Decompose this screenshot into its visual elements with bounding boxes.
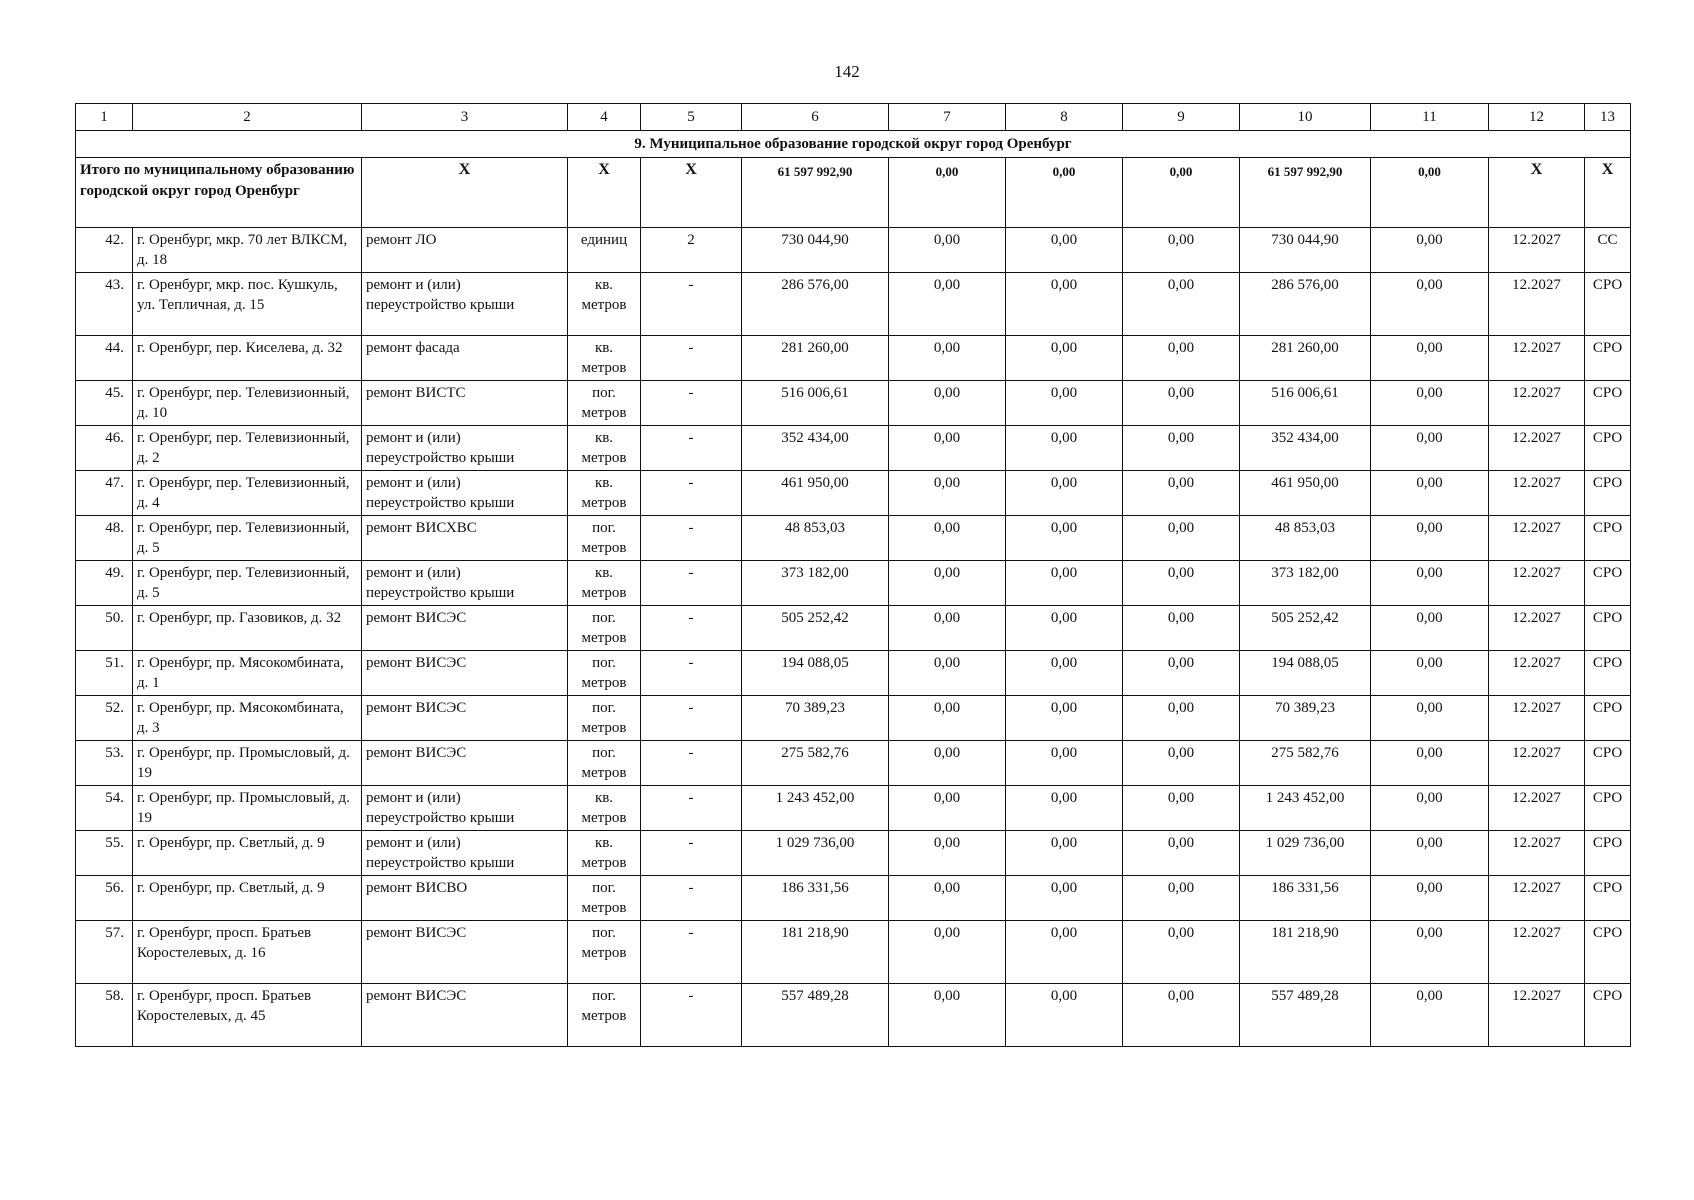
cost-total-cell: 461 950,00	[742, 471, 889, 516]
method-cell: СРО	[1585, 426, 1631, 471]
row-number: 53.	[76, 741, 133, 786]
cost-total-cell: 48 853,03	[742, 516, 889, 561]
table-row	[76, 696, 1631, 741]
cost-cell-11: 0,00	[1371, 381, 1489, 426]
column-number-4: 4	[568, 104, 641, 131]
cost-cell-9: 0,00	[1123, 696, 1240, 741]
cost-cell-10: 181 218,90	[1240, 921, 1371, 984]
cost-total-cell: 373 182,00	[742, 561, 889, 606]
total-row	[76, 158, 1631, 228]
cost-cell-7: 0,00	[889, 831, 1006, 876]
cost-cell-9: 0,00	[1123, 831, 1240, 876]
cost-total-cell: 1 029 736,00	[742, 831, 889, 876]
cost-cell-11: 0,00	[1371, 561, 1489, 606]
cost-cell-11: 0,00	[1371, 336, 1489, 381]
total-label: Итого по муниципальному образованию городской округ город Оренбург	[76, 158, 362, 228]
address-cell: г. Оренбург, просп. Братьев Коростелевых, д. 45	[133, 984, 362, 1047]
cost-total-cell: 286 576,00	[742, 273, 889, 336]
total-cell-10: 61 597 992,90	[1240, 158, 1371, 228]
table-row	[76, 921, 1631, 984]
work-type-cell: ремонт и (или) переустройство крыши	[362, 561, 568, 606]
method-cell: СРО	[1585, 741, 1631, 786]
address-cell: г. Оренбург, пер. Телевизионный, д. 5	[133, 561, 362, 606]
cost-cell-7: 0,00	[889, 561, 1006, 606]
row-number: 42.	[76, 228, 133, 273]
cost-cell-7: 0,00	[889, 921, 1006, 984]
row-number: 54.	[76, 786, 133, 831]
unit-cell: пог. метров	[568, 516, 641, 561]
cost-cell-8: 0,00	[1006, 696, 1123, 741]
work-type-cell: ремонт фасада	[362, 336, 568, 381]
table-row	[76, 606, 1631, 651]
cost-cell-9: 0,00	[1123, 561, 1240, 606]
deadline-cell: 12.2027	[1489, 876, 1585, 921]
quantity-cell: -	[641, 921, 742, 984]
unit-cell: пог. метров	[568, 876, 641, 921]
cost-cell-7: 0,00	[889, 228, 1006, 273]
row-number: 51.	[76, 651, 133, 696]
column-number-5: 5	[641, 104, 742, 131]
column-number-10: 10	[1240, 104, 1371, 131]
quantity-cell: -	[641, 273, 742, 336]
address-cell: г. Оренбург, пер. Телевизионный, д. 2	[133, 426, 362, 471]
work-type-cell: ремонт ВИСХВС	[362, 516, 568, 561]
quantity-cell: -	[641, 984, 742, 1047]
cost-cell-7: 0,00	[889, 426, 1006, 471]
row-number: 52.	[76, 696, 133, 741]
method-cell: СРО	[1585, 336, 1631, 381]
cost-cell-8: 0,00	[1006, 786, 1123, 831]
cost-cell-9: 0,00	[1123, 426, 1240, 471]
cost-cell-9: 0,00	[1123, 876, 1240, 921]
cost-cell-10: 1 243 452,00	[1240, 786, 1371, 831]
method-cell: СРО	[1585, 273, 1631, 336]
column-number-7: 7	[889, 104, 1006, 131]
deadline-cell: 12.2027	[1489, 228, 1585, 273]
cost-cell-7: 0,00	[889, 651, 1006, 696]
cost-cell-9: 0,00	[1123, 336, 1240, 381]
address-cell: г. Оренбург, просп. Братьев Коростелевых, д. 16	[133, 921, 362, 984]
cost-cell-9: 0,00	[1123, 984, 1240, 1047]
unit-cell: кв. метров	[568, 426, 641, 471]
deadline-cell: 12.2027	[1489, 561, 1585, 606]
total-cell-8: 0,00	[1006, 158, 1123, 228]
quantity-cell: -	[641, 426, 742, 471]
column-number-1: 1	[76, 104, 133, 131]
cost-total-cell: 352 434,00	[742, 426, 889, 471]
cost-cell-8: 0,00	[1006, 336, 1123, 381]
row-number: 50.	[76, 606, 133, 651]
page-number: 142	[834, 62, 860, 81]
deadline-cell: 12.2027	[1489, 786, 1585, 831]
row-number: 58.	[76, 984, 133, 1047]
deadline-cell: 12.2027	[1489, 516, 1585, 561]
deadline-cell: 12.2027	[1489, 696, 1585, 741]
cost-total-cell: 281 260,00	[742, 336, 889, 381]
row-number: 49.	[76, 561, 133, 606]
cost-cell-7: 0,00	[889, 516, 1006, 561]
cost-cell-10: 70 389,23	[1240, 696, 1371, 741]
cost-cell-8: 0,00	[1006, 471, 1123, 516]
cost-cell-11: 0,00	[1371, 471, 1489, 516]
work-type-cell: ремонт ВИСЭС	[362, 651, 568, 696]
unit-cell: единиц	[568, 228, 641, 273]
method-cell: СРО	[1585, 696, 1631, 741]
cost-cell-10: 275 582,76	[1240, 741, 1371, 786]
deadline-cell: 12.2027	[1489, 741, 1585, 786]
cost-cell-11: 0,00	[1371, 786, 1489, 831]
table-row	[76, 786, 1631, 831]
address-cell: г. Оренбург, пер. Киселева, д. 32	[133, 336, 362, 381]
unit-cell: кв. метров	[568, 831, 641, 876]
unit-cell: кв. метров	[568, 471, 641, 516]
cost-total-cell: 1 243 452,00	[742, 786, 889, 831]
work-type-cell: ремонт и (или) переустройство крыши	[362, 273, 568, 336]
work-type-cell: ремонт ВИСЭС	[362, 921, 568, 984]
cost-cell-9: 0,00	[1123, 606, 1240, 651]
cost-cell-8: 0,00	[1006, 984, 1123, 1047]
cost-cell-9: 0,00	[1123, 273, 1240, 336]
cost-cell-11: 0,00	[1371, 696, 1489, 741]
cost-cell-11: 0,00	[1371, 831, 1489, 876]
total-cell-13: X	[1585, 158, 1631, 228]
cost-cell-11: 0,00	[1371, 606, 1489, 651]
cost-cell-10: 557 489,28	[1240, 984, 1371, 1047]
cost-cell-11: 0,00	[1371, 921, 1489, 984]
work-type-cell: ремонт ВИСЭС	[362, 984, 568, 1047]
cost-total-cell: 516 006,61	[742, 381, 889, 426]
table-row	[76, 381, 1631, 426]
total-cell-3: X	[362, 158, 568, 228]
cost-cell-11: 0,00	[1371, 741, 1489, 786]
method-cell: СРО	[1585, 786, 1631, 831]
cost-cell-8: 0,00	[1006, 741, 1123, 786]
table-row	[76, 876, 1631, 921]
unit-cell: кв. метров	[568, 273, 641, 336]
row-number: 46.	[76, 426, 133, 471]
deadline-cell: 12.2027	[1489, 471, 1585, 516]
row-number: 45.	[76, 381, 133, 426]
cost-cell-9: 0,00	[1123, 516, 1240, 561]
work-type-cell: ремонт ВИСВО	[362, 876, 568, 921]
cost-cell-7: 0,00	[889, 876, 1006, 921]
quantity-cell: 2	[641, 228, 742, 273]
unit-cell: кв. метров	[568, 561, 641, 606]
cost-cell-10: 281 260,00	[1240, 336, 1371, 381]
cost-total-cell: 275 582,76	[742, 741, 889, 786]
cost-total-cell: 181 218,90	[742, 921, 889, 984]
quantity-cell: -	[641, 831, 742, 876]
cost-cell-8: 0,00	[1006, 561, 1123, 606]
cost-cell-10: 48 853,03	[1240, 516, 1371, 561]
section-row	[76, 131, 1631, 158]
cost-cell-8: 0,00	[1006, 606, 1123, 651]
column-number-11: 11	[1371, 104, 1489, 131]
quantity-cell: -	[641, 876, 742, 921]
cost-cell-8: 0,00	[1006, 831, 1123, 876]
work-type-cell: ремонт ВИСЭС	[362, 741, 568, 786]
cost-cell-7: 0,00	[889, 696, 1006, 741]
cost-cell-10: 373 182,00	[1240, 561, 1371, 606]
work-type-cell: ремонт ВИСЭС	[362, 606, 568, 651]
quantity-cell: -	[641, 606, 742, 651]
cost-cell-11: 0,00	[1371, 228, 1489, 273]
cost-cell-7: 0,00	[889, 471, 1006, 516]
cost-total-cell: 194 088,05	[742, 651, 889, 696]
cost-cell-8: 0,00	[1006, 426, 1123, 471]
table-row	[76, 561, 1631, 606]
quantity-cell: -	[641, 786, 742, 831]
table-row	[76, 336, 1631, 381]
quantity-cell: -	[641, 381, 742, 426]
cost-cell-9: 0,00	[1123, 921, 1240, 984]
quantity-cell: -	[641, 471, 742, 516]
method-cell: СРО	[1585, 921, 1631, 984]
column-number-12: 12	[1489, 104, 1585, 131]
row-number: 57.	[76, 921, 133, 984]
address-cell: г. Оренбург, пр. Светлый, д. 9	[133, 831, 362, 876]
column-number-13: 13	[1585, 104, 1631, 131]
row-number: 47.	[76, 471, 133, 516]
row-number: 55.	[76, 831, 133, 876]
address-cell: г. Оренбург, пр. Мясокомбината, д. 1	[133, 651, 362, 696]
column-number-3: 3	[362, 104, 568, 131]
address-cell: г. Оренбург, пр. Газовиков, д. 32	[133, 606, 362, 651]
cost-total-cell: 557 489,28	[742, 984, 889, 1047]
deadline-cell: 12.2027	[1489, 426, 1585, 471]
cost-total-cell: 730 044,90	[742, 228, 889, 273]
work-type-cell: ремонт и (или) переустройство крыши	[362, 786, 568, 831]
cost-cell-8: 0,00	[1006, 228, 1123, 273]
cost-cell-7: 0,00	[889, 381, 1006, 426]
cost-cell-8: 0,00	[1006, 273, 1123, 336]
address-cell: г. Оренбург, мкр. пос. Кушкуль, ул. Тепличная, д. 15	[133, 273, 362, 336]
total-cell-5: X	[641, 158, 742, 228]
cost-cell-7: 0,00	[889, 336, 1006, 381]
quantity-cell: -	[641, 336, 742, 381]
method-cell: СРО	[1585, 516, 1631, 561]
cost-cell-11: 0,00	[1371, 651, 1489, 696]
cost-cell-7: 0,00	[889, 984, 1006, 1047]
row-number: 56.	[76, 876, 133, 921]
work-type-cell: ремонт ЛО	[362, 228, 568, 273]
address-cell: г. Оренбург, пр. Светлый, д. 9	[133, 876, 362, 921]
work-type-cell: ремонт ВИСТС	[362, 381, 568, 426]
column-number-8: 8	[1006, 104, 1123, 131]
cost-cell-11: 0,00	[1371, 516, 1489, 561]
method-cell: СРО	[1585, 471, 1631, 516]
address-cell: г. Оренбург, пр. Промысловый, д. 19	[133, 741, 362, 786]
unit-cell: пог. метров	[568, 921, 641, 984]
total-cell-7: 0,00	[889, 158, 1006, 228]
method-cell: СРО	[1585, 381, 1631, 426]
total-cell-12: X	[1489, 158, 1585, 228]
cost-cell-9: 0,00	[1123, 471, 1240, 516]
row-number: 43.	[76, 273, 133, 336]
unit-cell: пог. метров	[568, 696, 641, 741]
column-number-row	[76, 104, 1631, 131]
cost-cell-10: 516 006,61	[1240, 381, 1371, 426]
address-cell: г. Оренбург, пр. Промысловый, д. 19	[133, 786, 362, 831]
work-type-cell: ремонт и (или) переустройство крыши	[362, 471, 568, 516]
cost-cell-8: 0,00	[1006, 651, 1123, 696]
capital-repair-table	[75, 103, 1631, 1047]
method-cell: СРО	[1585, 984, 1631, 1047]
total-cell-9: 0,00	[1123, 158, 1240, 228]
column-number-2: 2	[133, 104, 362, 131]
deadline-cell: 12.2027	[1489, 273, 1585, 336]
quantity-cell: -	[641, 741, 742, 786]
deadline-cell: 12.2027	[1489, 831, 1585, 876]
cost-cell-11: 0,00	[1371, 273, 1489, 336]
unit-cell: пог. метров	[568, 606, 641, 651]
cost-cell-7: 0,00	[889, 786, 1006, 831]
table-row	[76, 228, 1631, 273]
cost-total-cell: 505 252,42	[742, 606, 889, 651]
table-row	[76, 984, 1631, 1047]
cost-cell-10: 461 950,00	[1240, 471, 1371, 516]
cost-cell-8: 0,00	[1006, 921, 1123, 984]
cost-cell-10: 1 029 736,00	[1240, 831, 1371, 876]
method-cell: СРО	[1585, 606, 1631, 651]
method-cell: СРО	[1585, 651, 1631, 696]
cost-cell-7: 0,00	[889, 606, 1006, 651]
deadline-cell: 12.2027	[1489, 336, 1585, 381]
work-type-cell: ремонт и (или) переустройство крыши	[362, 831, 568, 876]
cost-total-cell: 186 331,56	[742, 876, 889, 921]
deadline-cell: 12.2027	[1489, 984, 1585, 1047]
cost-cell-11: 0,00	[1371, 984, 1489, 1047]
method-cell: СРО	[1585, 876, 1631, 921]
cost-cell-7: 0,00	[889, 741, 1006, 786]
cost-cell-9: 0,00	[1123, 786, 1240, 831]
method-cell: СРО	[1585, 831, 1631, 876]
cost-cell-8: 0,00	[1006, 381, 1123, 426]
deadline-cell: 12.2027	[1489, 606, 1585, 651]
table-row	[76, 831, 1631, 876]
total-cell-11: 0,00	[1371, 158, 1489, 228]
unit-cell: пог. метров	[568, 381, 641, 426]
cost-cell-10: 505 252,42	[1240, 606, 1371, 651]
cost-cell-10: 730 044,90	[1240, 228, 1371, 273]
table-row	[76, 516, 1631, 561]
cost-cell-8: 0,00	[1006, 516, 1123, 561]
unit-cell: пог. метров	[568, 651, 641, 696]
cost-cell-10: 186 331,56	[1240, 876, 1371, 921]
unit-cell: пог. метров	[568, 984, 641, 1047]
cost-cell-9: 0,00	[1123, 651, 1240, 696]
total-cell-4: X	[568, 158, 641, 228]
cost-cell-9: 0,00	[1123, 741, 1240, 786]
table-row	[76, 273, 1631, 336]
section-title: 9. Муниципальное образование городской округ город Оренбург	[76, 131, 1631, 158]
deadline-cell: 12.2027	[1489, 381, 1585, 426]
address-cell: г. Оренбург, мкр. 70 лет ВЛКСМ, д. 18	[133, 228, 362, 273]
cost-cell-7: 0,00	[889, 273, 1006, 336]
row-number: 44.	[76, 336, 133, 381]
method-cell: СС	[1585, 228, 1631, 273]
cost-cell-11: 0,00	[1371, 426, 1489, 471]
deadline-cell: 12.2027	[1489, 921, 1585, 984]
address-cell: г. Оренбург, пер. Телевизионный, д. 4	[133, 471, 362, 516]
quantity-cell: -	[641, 651, 742, 696]
quantity-cell: -	[641, 516, 742, 561]
address-cell: г. Оренбург, пр. Мясокомбината, д. 3	[133, 696, 362, 741]
work-type-cell: ремонт ВИСЭС	[362, 696, 568, 741]
address-cell: г. Оренбург, пер. Телевизионный, д. 5	[133, 516, 362, 561]
total-cell-6: 61 597 992,90	[742, 158, 889, 228]
cost-total-cell: 70 389,23	[742, 696, 889, 741]
cost-cell-10: 194 088,05	[1240, 651, 1371, 696]
quantity-cell: -	[641, 561, 742, 606]
cost-cell-9: 0,00	[1123, 228, 1240, 273]
cost-cell-10: 286 576,00	[1240, 273, 1371, 336]
table-row	[76, 471, 1631, 516]
work-type-cell: ремонт и (или) переустройство крыши	[362, 426, 568, 471]
cost-cell-10: 352 434,00	[1240, 426, 1371, 471]
table-row	[76, 741, 1631, 786]
table-row	[76, 651, 1631, 696]
address-cell: г. Оренбург, пер. Телевизионный, д. 10	[133, 381, 362, 426]
unit-cell: кв. метров	[568, 336, 641, 381]
unit-cell: кв. метров	[568, 786, 641, 831]
cost-cell-11: 0,00	[1371, 876, 1489, 921]
row-number: 48.	[76, 516, 133, 561]
table-row	[76, 426, 1631, 471]
deadline-cell: 12.2027	[1489, 651, 1585, 696]
column-number-6: 6	[742, 104, 889, 131]
column-number-9: 9	[1123, 104, 1240, 131]
cost-cell-8: 0,00	[1006, 876, 1123, 921]
cost-cell-9: 0,00	[1123, 381, 1240, 426]
unit-cell: пог. метров	[568, 741, 641, 786]
quantity-cell: -	[641, 696, 742, 741]
method-cell: СРО	[1585, 561, 1631, 606]
